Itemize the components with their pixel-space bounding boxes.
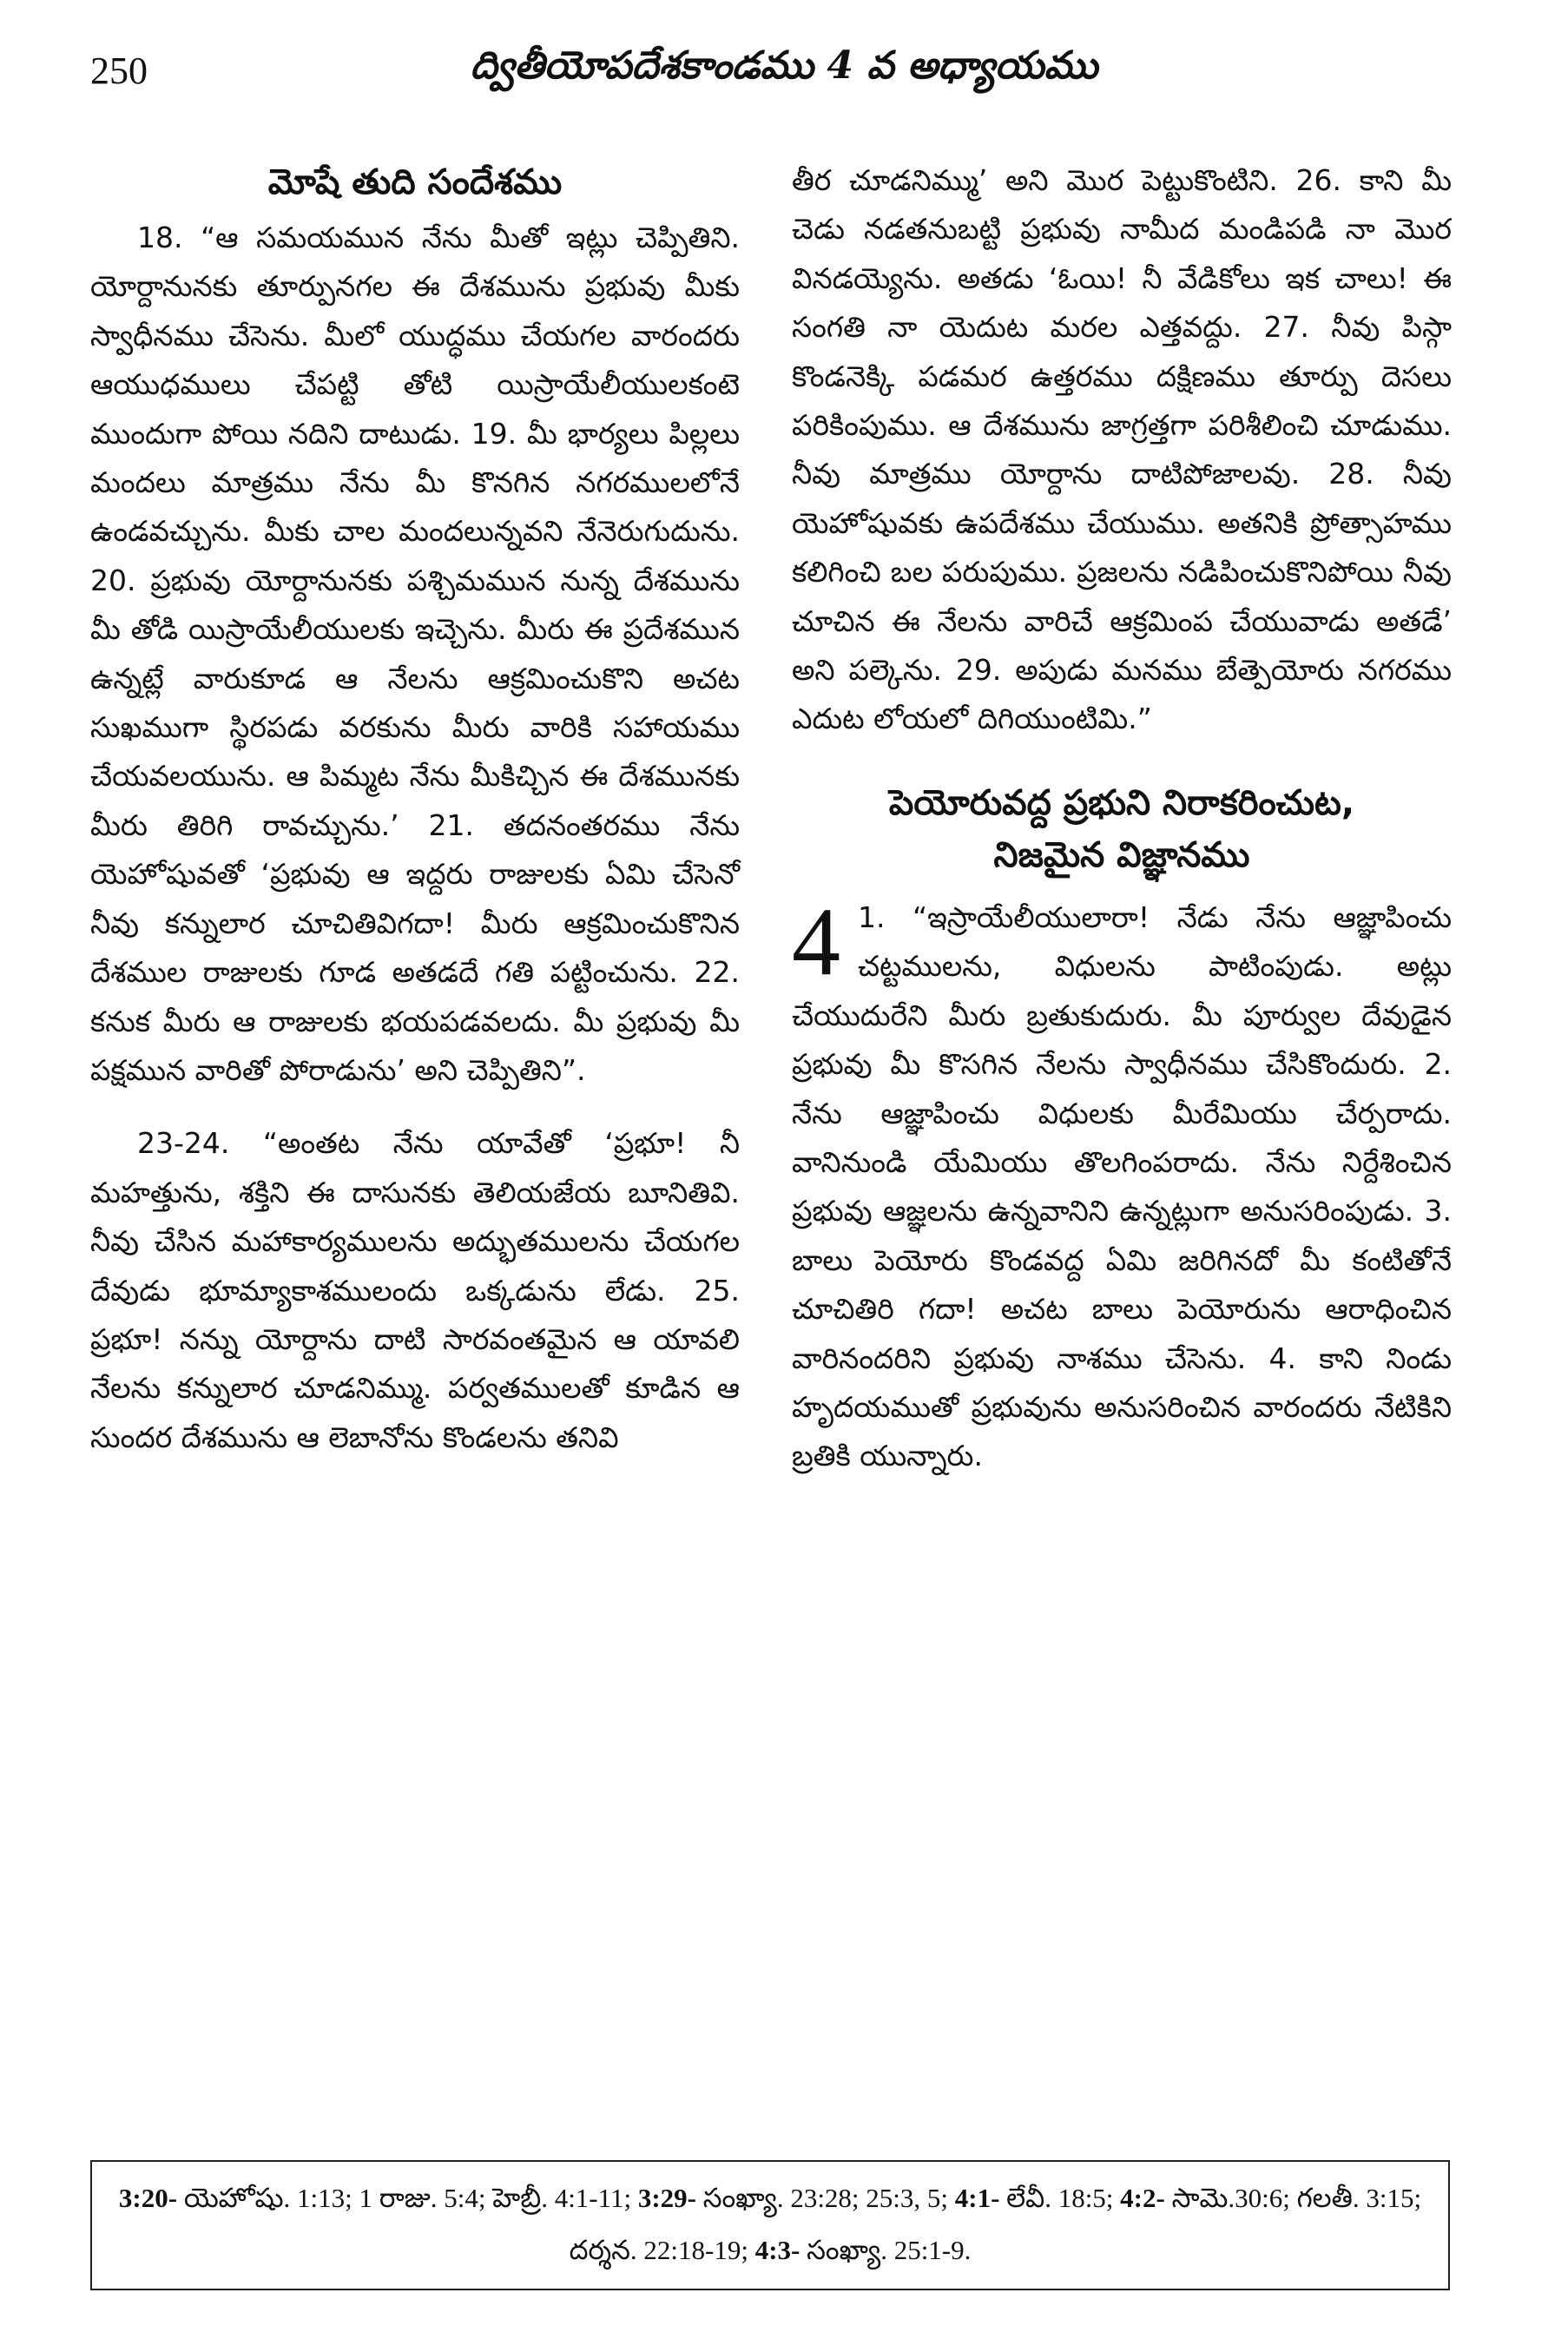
footnote-ref: 4:2-	[1120, 2183, 1165, 2213]
left-column	[90, 156, 740, 1462]
running-title: ద్వితీయోపదేశకాండము 4 వ అధ్యాయము	[470, 43, 1098, 88]
footnote-text: యెహోషు. 1:13; 1 రాజు. 5:4; హెబ్రీ. 4:1-11;	[177, 2183, 638, 2213]
footnote-text: సంఖ్యా. 25:1-9.	[800, 2235, 972, 2265]
section-heading-line-2: నిజమైన విజ్ఞానము	[993, 834, 1250, 875]
page-number: 250	[90, 49, 148, 92]
footnote-ref: 3:20-	[118, 2183, 178, 2213]
footnote-ref: 4:1-	[954, 2183, 1000, 2213]
chapter-number: 4	[792, 887, 840, 996]
section-heading-chapter-4	[792, 777, 1452, 881]
footnote-text: సామె.30:6; గలతీ. 3:15; దర్శన. 22:18-19;	[569, 2183, 1422, 2265]
paragraph-chapter-4-verses-1-4: 1. “ఇస్రాయేలీయులారా! నేడు నేను ఆజ్ఞాపించు చట్టములను, విధులను పాటింపుడు. అట్లు చేయుదురేని మీరు బ్రతుకుదురు. మీ పూర్వుల దేవుడైన ప్రభువు మీ కొసగిన నేలను స్వాధీనము చేసికొందురు. 2. నేను ఆజ్ఞాపించు విధులకు మీరేమియు చేర్పరాదు. వానినుండి యేమియు తొలగింపరాదు. నేను నిర్దేశించిన ప్రభువు ఆజ్ఞలను ఉన్నవానిని ఉన్నట్లుగా అనుసరింపుడు. 3. బాలు పెయోరు కొండవద్ద ఏమి జరిగినదో మీ కంటితోనే చూచితిరి గదా! అచట బాలు పెయోరును ఆరాధించిన వారినందరిని ప్రభువు నాశము చేసెను. 4. కాని నిండు హృదయముతో ప్రభువును అనుసరించిన వారందరు నేటికిని బ్రతికి యున్నారు.	[792, 899, 1452, 1473]
right-column	[792, 156, 1452, 1481]
paragraph-verses-18-22: 18. “ఆ సమయమున నేను మీతో ఇట్లు చెప్పితిని. యోర్దానునకు తూర్పునగల ఈ దేశమును ప్రభువు మీకు స్వాధీనము చేసెను. మీలో యుద్ధము చేయగల వారందరు ఆయుధములు చేపట్టి తోటి యిస్రాయేలీయులకంటె ముందుగా పోయి నదిని దాటుడు. 19. మీ భార్యలు పిల్లలు మందలు మాత్రము నేను మీ కొనగిన నగరములలోనే ఉండవచ్చును. మీకు చాల మందలున్నవని నేనెరుగుదును. 20. ప్రభువు యోర్దానునకు పశ్చిమమున నున్న దేశమును మీ తోడి యిస్రాయేలీయులకు ఇచ్చెను. మీరు ఈ ప్రదేశమున ఉన్నట్లే వారుకూడ ఆ నేలను ఆక్రమించుకొని అచట సుఖముగా స్థిరపడు వరకును మీరు వారికి సహాయము చేయవలయును. ఆ పిమ్మట నేను మీకిచ్చిన ఈ దేశమునకు మీరు తిరిగి రావచ్చును.’ 21. తదనంతరము నేను యెహోషువతో ‘ప్రభువు ఆ ఇద్దరు రాజులకు ఏమి చేసెనో నీవు కన్నులార చూచితివిగదా! మీరు ఆక్రమించుకొనిన దేశముల రాజులకు గూడ అతడదే గతి పట్టించును. 22. కనుక మీరు ఆ రాజులకు భయపడవలదు. మీ ప్రభువు మీ పక్షమున వారితో పోరాడును’ అని చెప్పితిని”.	[90, 221, 740, 1087]
footnote-text: సంఖ్యా. 23:28; 25:3, 5;	[696, 2183, 955, 2213]
footnote-ref: 4:3-	[754, 2235, 800, 2265]
chapter-4-block	[792, 887, 1452, 1481]
cross-reference-footnote	[90, 2160, 1450, 2290]
section-heading-line-1: పెయోరువద్ద ప్రభుని నిరాకరించుట,	[888, 782, 1355, 823]
footnote-text: లేవీ. 18:5;	[999, 2183, 1121, 2213]
section-heading: మోషే తుది సందేశము	[267, 162, 563, 202]
paragraph-verses-23-25: 23-24. “అంతట నేను యావేతో ‘ప్రభూ! నీ మహత్తును, శక్తిని ఈ దాసునకు తెలియజేయ బూనితివి. నీవు చేసిన మహాకార్యములను అద్భుతములను చేయగల దేవుడు భూమ్యాకాశములందు ఒక్కడును లేడు. 25. ప్రభూ! నన్ను యోర్దాను దాటి సారవంతమైన ఆ యావలి నేలను కన్నులార చూడనిమ్ము. పర్వతములతో కూడిన ఆ సుందర దేశమును ఆ లెబానోను కొండలను తనివి	[90, 1126, 740, 1454]
footnote-ref: 3:29-	[637, 2183, 696, 2213]
paragraph-verses-26-29: తీర చూడనిమ్ము’ అని మొర పెట్టుకొంటిని. 26. కాని మీ చెడు నడతనుబట్టి ప్రభువు నామీద మండిపడి నా మొర వినడయ్యెను. అతడు ‘ఓయి! నీ వేడికోలు ఇక చాలు! ఈ సంగతి నా యెదుట మరల ఎత్తవద్దు. 27. నీవు పిస్గా కొండనెక్కి పడమర ఉత్తరము దక్షిణము తూర్పు దెసలు పరికింపుము. ఆ దేశమును జాగ్రత్తగా పరిశీలించి చూడుము. నీవు మాత్రము యోర్దాను దాటిపోజాలవు. 28. నీవు యెహోషువకు ఉపదేశము చేయుము. అతనికి ప్రోత్సాహము కలిగించి బల పరుపుము. ప్రజలను నడిపించుకొనిపోయి నీవు చూచిన ఈ నేలను వారిచే ఆక్రమింప చేయువాడు అతడే’ అని పల్కెను. 29. అపుడు మనము బేత్పెయోరు నగరము ఎదుట లోయలో దిగియుంటిమి.”	[792, 163, 1452, 736]
